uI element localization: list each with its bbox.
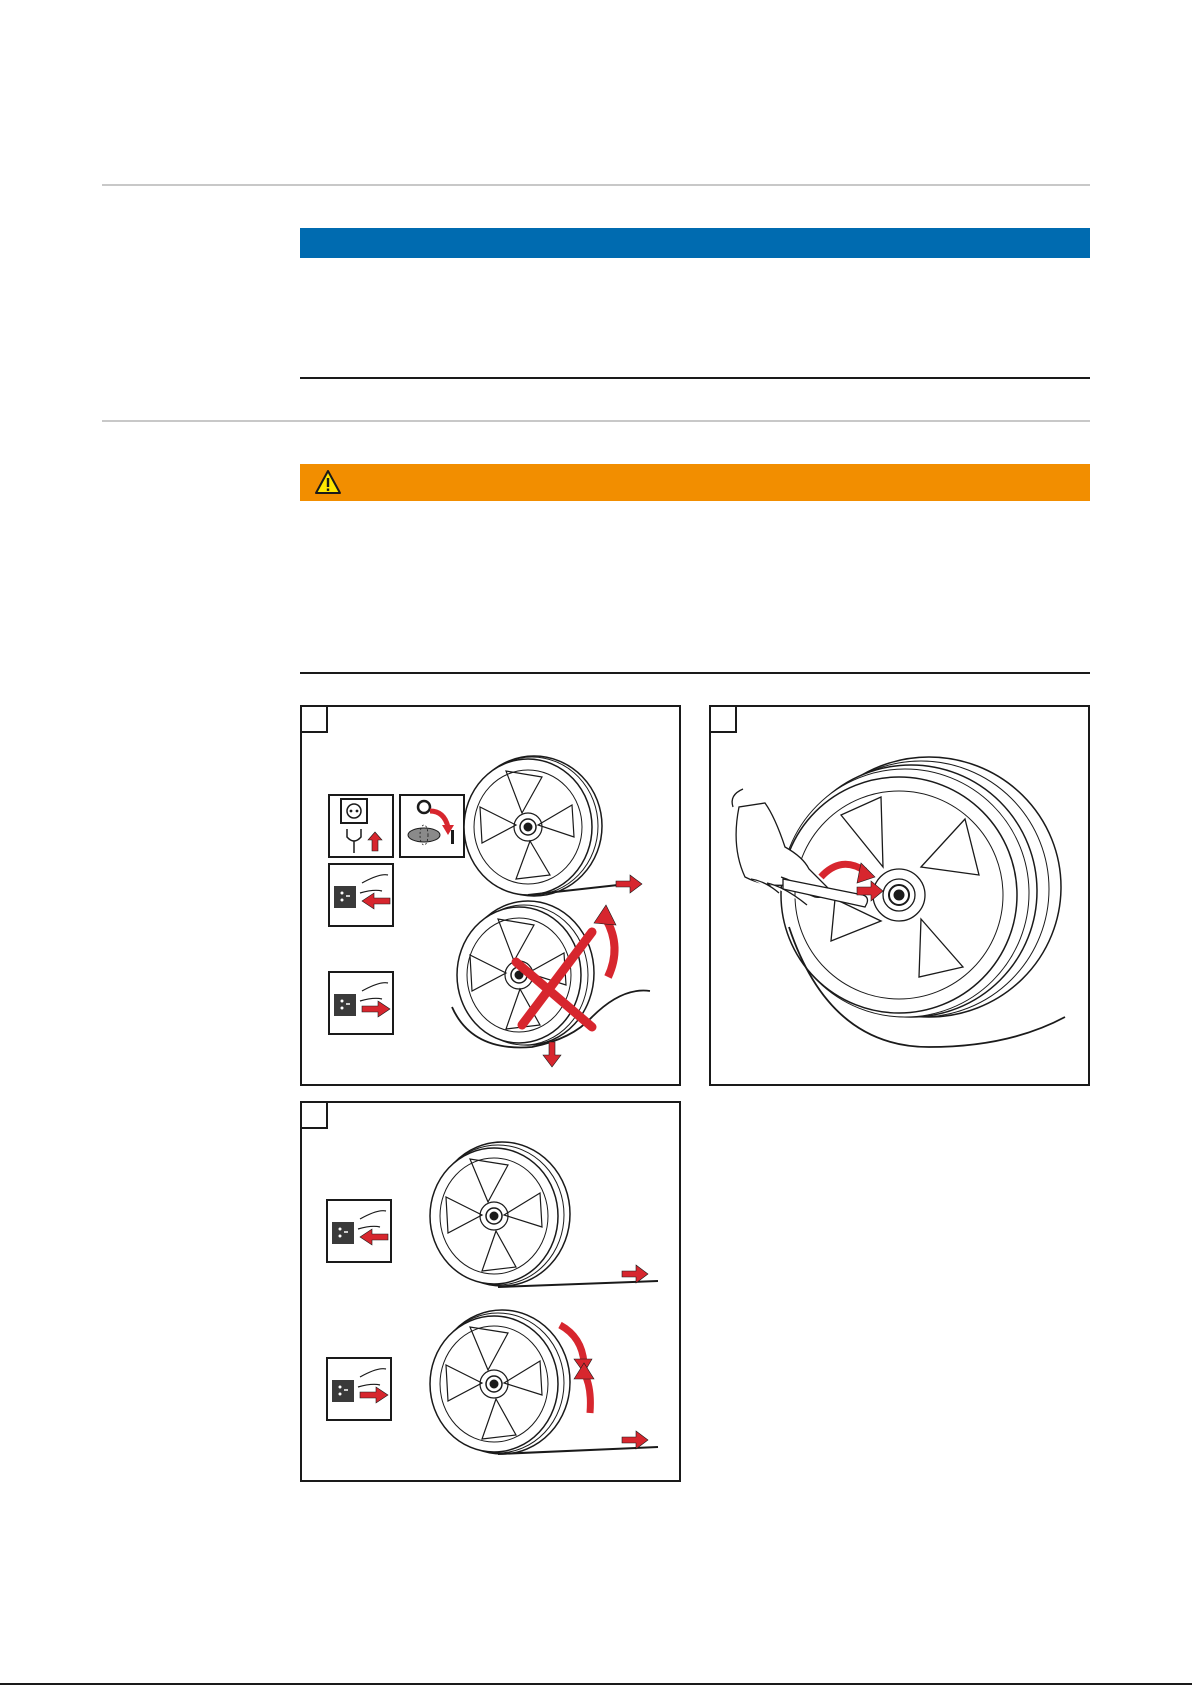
wire-inch-button-icon [329, 972, 393, 1034]
wire-spool-upper [464, 756, 636, 896]
wire-inch-button-icon [327, 1200, 391, 1262]
figure-step-2 [709, 705, 1090, 1086]
wire-spool-upper [430, 1142, 658, 1287]
section-divider-middle [102, 420, 1090, 422]
wire-spool-lower [452, 901, 650, 1048]
section-divider-top [102, 184, 1090, 186]
wire-spool-lower [430, 1310, 658, 1454]
brake-nut-illustration [711, 707, 1088, 1084]
red-arrow-icon [622, 1265, 648, 1283]
red-arrow-icon [622, 1431, 648, 1449]
wire-inch-button-icon [327, 1358, 391, 1420]
warning-banner [300, 464, 1090, 501]
red-arrow-icon [616, 875, 642, 893]
wire-inch-button-icon [329, 864, 393, 926]
power-switch-icon [400, 795, 464, 857]
figure-step-3 [300, 1101, 681, 1482]
spool-rotation-illustration [302, 1103, 679, 1480]
notice-banner [300, 228, 1090, 258]
warning-end-rule [300, 672, 1090, 674]
red-arrow-icon [543, 1042, 561, 1067]
red-rotation-arrow [560, 1325, 584, 1363]
spool-adjust-illustration [302, 707, 679, 1084]
large-wire-spool [781, 757, 1065, 1047]
mains-plug-icon [329, 795, 393, 857]
figure-step-1 [300, 705, 681, 1086]
red-rotation-arrow [606, 919, 615, 977]
notice-end-rule [300, 377, 1090, 379]
warning-triangle-icon [314, 469, 342, 495]
